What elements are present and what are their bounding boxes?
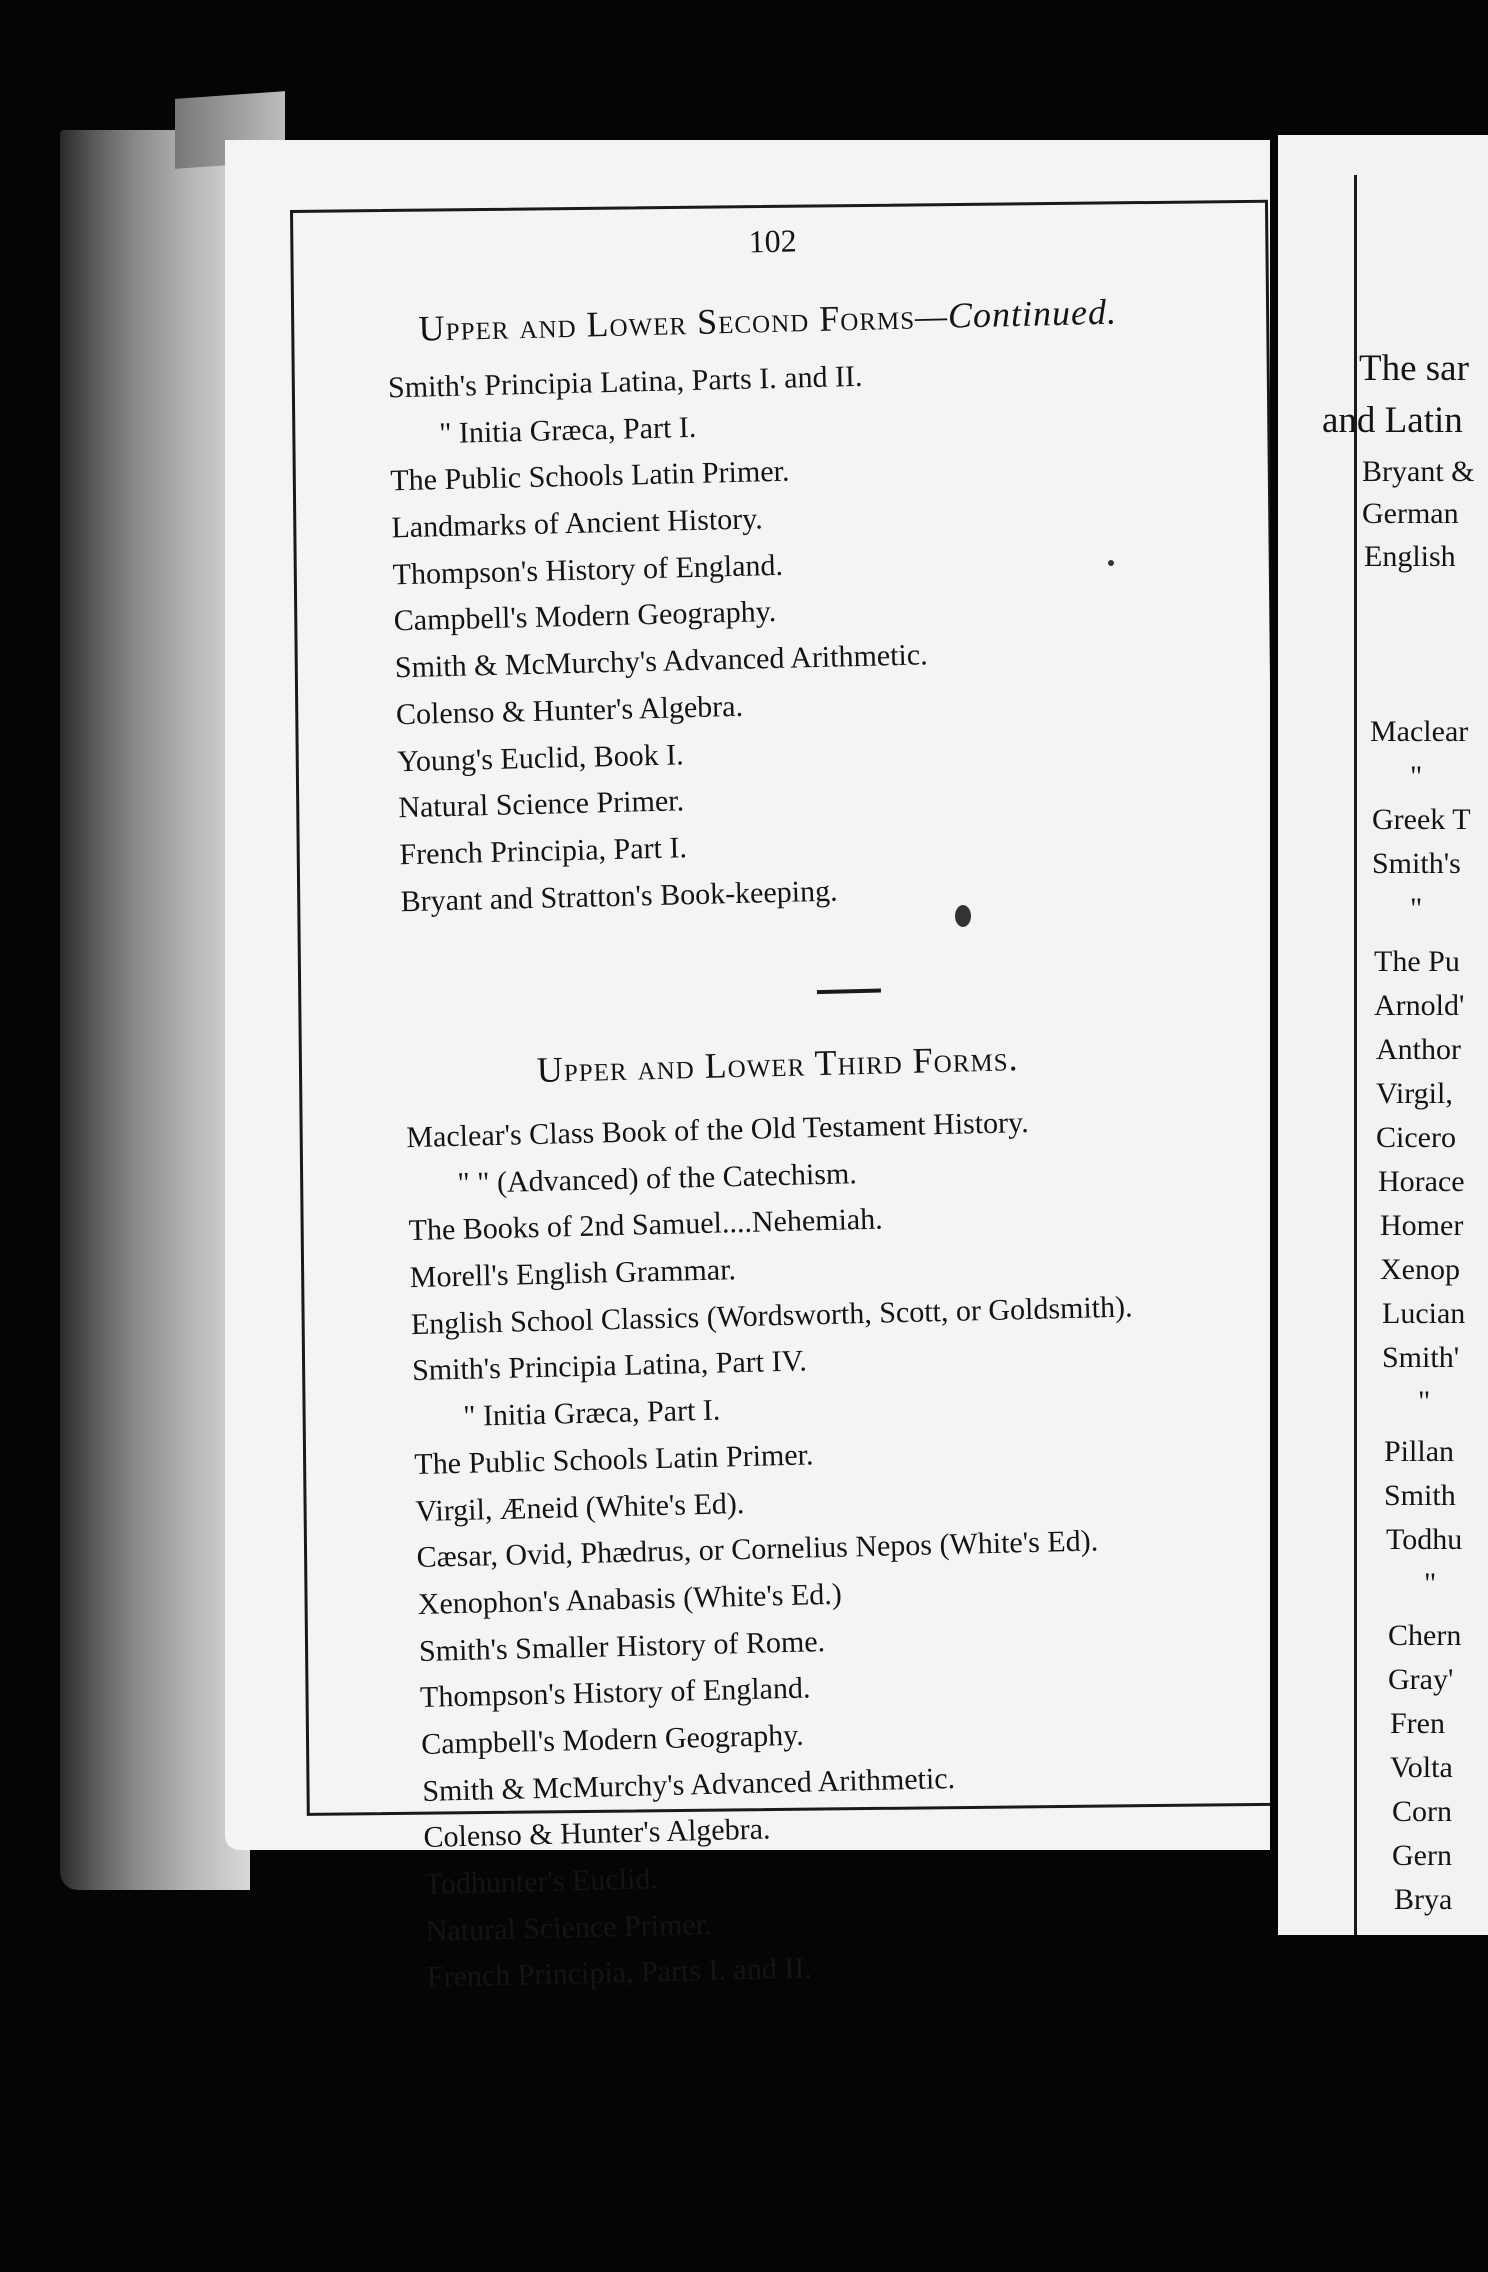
list-item: Maclear's Class Book of the Old Testament History. xyxy=(405,1105,1029,1155)
page-number: 102 xyxy=(748,222,798,260)
list-item: Colenso & Hunter's Algebra. xyxy=(423,1812,771,1855)
ink-blot xyxy=(955,905,971,927)
list-item: Campbell's Modern Geography. xyxy=(393,595,777,638)
facing-page xyxy=(1278,135,1488,1935)
list-item: Cæsar, Ovid, Phædrus, or Cornelius Nepos (White's Ed). xyxy=(416,1524,1099,1575)
facing-line: Anthor xyxy=(1376,1033,1461,1066)
heading-continued: —Continued. xyxy=(914,291,1118,337)
list-item: Morell's English Grammar. xyxy=(409,1253,737,1295)
facing-line: German xyxy=(1362,497,1459,530)
list-item: English School Classics (Wordsworth, Scott, or Goldsmith). xyxy=(410,1290,1133,1341)
facing-line: Maclear xyxy=(1370,715,1469,748)
facing-line: Todhu xyxy=(1386,1523,1463,1556)
heading-text: Upper and Lower Third Forms. xyxy=(536,1038,1019,1090)
list-item: Xenophon's Anabasis (White's Ed.) xyxy=(417,1577,843,1621)
list-item: Thompson's History of England. xyxy=(392,548,784,592)
list-item: Smith's Smaller History of Rome. xyxy=(418,1624,826,1668)
list-item: Todhunter's Euclid. xyxy=(424,1862,659,1901)
facing-line: Pillan xyxy=(1384,1435,1455,1468)
list-item: The Books of 2nd Samuel....Nehemiah. xyxy=(408,1202,884,1248)
facing-line: Horace xyxy=(1378,1165,1465,1198)
facing-line: Corn xyxy=(1392,1795,1452,1828)
section-heading-third-forms xyxy=(536,1037,1019,1091)
facing-page-text xyxy=(1278,135,1488,1935)
list-item: Landmarks of Ancient History. xyxy=(391,502,764,545)
list-item: French Principia, Parts I. and II. xyxy=(426,1951,813,1995)
facing-line: Homer xyxy=(1380,1209,1464,1242)
facing-line: Smith' xyxy=(1382,1341,1460,1374)
facing-line: Bryant & xyxy=(1362,455,1475,488)
third-forms-book-list xyxy=(406,1098,1149,2002)
list-item: Young's Euclid, Book I. xyxy=(396,737,685,778)
list-item: Campbell's Modern Geography. xyxy=(420,1718,805,1761)
list-item: Smith & McMurchy's Advanced Arithmetic. xyxy=(394,638,929,685)
facing-line: " xyxy=(1424,1567,1437,1600)
list-item: Smith's Principia Latina, Part IV. xyxy=(411,1344,808,1388)
facing-line: Xenop xyxy=(1380,1253,1460,1286)
facing-line: The Pu xyxy=(1374,945,1460,978)
facing-line: Fren xyxy=(1390,1707,1445,1740)
facing-line: Chern xyxy=(1388,1619,1462,1652)
facing-line: Cicero xyxy=(1376,1121,1456,1154)
book-gutter xyxy=(1270,0,1278,2272)
facing-line: " xyxy=(1410,892,1423,925)
list-item: Natural Science Primer. xyxy=(397,784,685,825)
facing-line: The sar xyxy=(1359,348,1469,389)
second-forms-book-list xyxy=(388,352,934,925)
facing-line: Gern xyxy=(1392,1839,1452,1872)
facing-line: Virgil, xyxy=(1376,1077,1453,1110)
heading-text: Upper and Lower Second Forms xyxy=(418,296,916,349)
list-item: " Initia Græca, Part I. xyxy=(462,1393,721,1433)
list-item: French Principia, Part I. xyxy=(399,831,688,872)
ink-speck xyxy=(1108,560,1114,566)
facing-line: Greek T xyxy=(1372,803,1471,836)
facing-line: " xyxy=(1410,760,1423,793)
facing-line: Smith's xyxy=(1372,847,1461,880)
section-divider xyxy=(817,989,881,995)
list-item: The Public Schools Latin Primer. xyxy=(413,1438,814,1481)
list-item: " Initia Græca, Part I. xyxy=(438,410,697,450)
list-item: Natural Science Primer. xyxy=(425,1907,712,1948)
facing-line: Brya xyxy=(1394,1883,1453,1916)
list-item: Colenso & Hunter's Algebra. xyxy=(395,689,744,732)
facing-line: Lucian xyxy=(1382,1297,1466,1330)
list-item: " " (Advanced) of the Catechism. xyxy=(457,1156,858,1200)
facing-line: Volta xyxy=(1390,1751,1453,1784)
list-item: Smith & McMurchy's Advanced Arithmetic. xyxy=(421,1761,956,1808)
list-item: Bryant and Stratton's Book-keeping. xyxy=(400,874,838,918)
facing-line: Smith xyxy=(1384,1479,1456,1512)
facing-line: Arnold' xyxy=(1374,989,1465,1022)
facing-line: " xyxy=(1418,1385,1431,1418)
list-item: Thompson's History of England. xyxy=(419,1671,811,1715)
facing-line: Gray' xyxy=(1388,1663,1454,1696)
list-item: Smith's Principia Latina, Parts I. and II. xyxy=(387,359,863,405)
facing-line: and Latin xyxy=(1322,400,1463,441)
facing-line: English xyxy=(1364,540,1456,573)
section-heading-second-forms xyxy=(418,291,1117,350)
book-page-edges xyxy=(60,130,250,1890)
left-page-content xyxy=(320,199,1288,1995)
list-item: The Public Schools Latin Primer. xyxy=(389,454,790,498)
list-item: Virgil, Æneid (White's Ed). xyxy=(415,1486,745,1528)
